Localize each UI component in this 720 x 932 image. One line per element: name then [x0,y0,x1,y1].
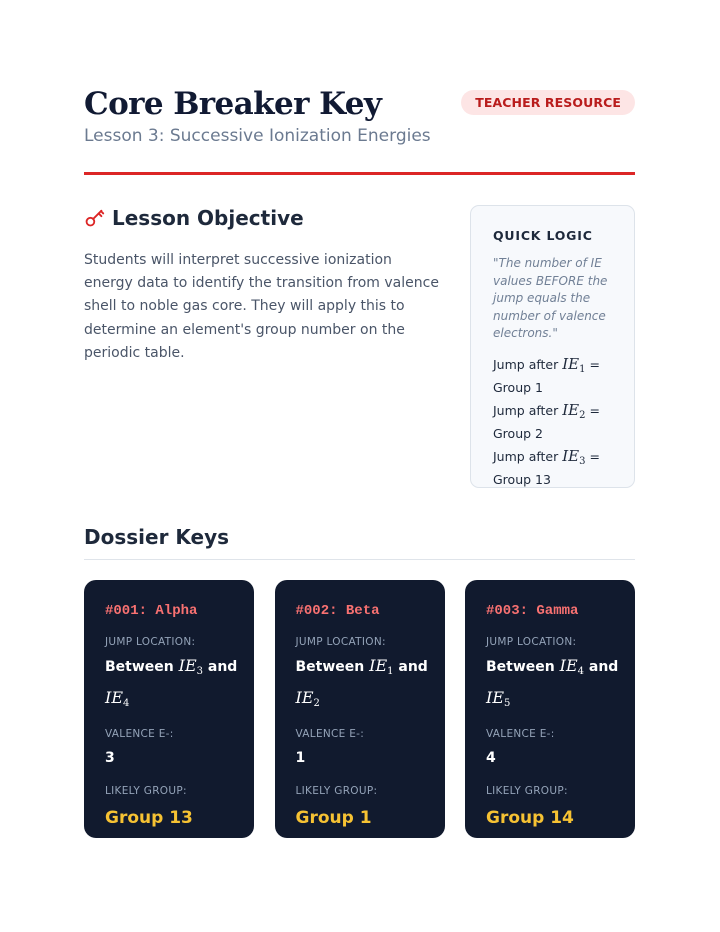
valence-electrons-value: 4 [486,750,496,766]
quick-logic-panel [470,205,635,488]
likely-group-label: LIKELY GROUP: [295,785,378,797]
lesson-objective-section [84,205,444,365]
dossier-card-id: #001: Alpha [105,603,198,619]
valence-electrons-value: 3 [105,750,115,766]
dossier-divider [84,559,635,560]
dossier-keys-title: Dossier Keys [84,525,230,549]
ie-symbol: $IE_1$ [562,354,586,375]
jump-location-value: Between $IE_3$ and $IE_4$ [105,656,238,709]
likely-group-value: Group 1 [295,808,372,828]
jump-location-label: JUMP LOCATION: [295,636,386,648]
header-divider [84,172,635,175]
valence-electrons-label: VALENCE E-: [105,728,174,740]
dossier-card-id: #003: Gamma [486,603,579,619]
quick-logic-item: Jump after $IE_1$ = Group 1 [493,354,600,395]
likely-group-label: LIKELY GROUP: [486,785,568,797]
dossier-card-id: #002: Beta [295,603,380,619]
jump-location-label: JUMP LOCATION: [105,636,196,648]
jump-location-value: Between $IE_1$ and $IE_2$ [295,656,428,709]
valence-electrons-label: VALENCE E-: [486,728,555,740]
dossier-cards [84,580,635,838]
key-icon [84,207,106,229]
dossier-card-gamma [465,580,635,838]
quick-logic-item: Jump after $IE_2$ = Group 2 [493,400,600,441]
quick-logic-quote: "The number of IE values BEFORE the jump equals the number of valence electrons." [493,256,608,341]
lesson-objective-text: Students will interpret successive ionization energy data to identify the transition from valence shell to noble gas core. They will apply this to determine an element's group number on the periodic table. [84,252,439,361]
lesson-objective-heading [84,205,444,231]
quick-logic-item: Jump after $IE_3$ = Group 13 [493,446,600,487]
jump-location-value: Between $IE_4$ and $IE_5$ [486,656,619,709]
ie-symbol: $IE_3$ [562,446,586,467]
teacher-resource-badge: TEACHER RESOURCE [461,90,635,115]
dossier-card-alpha [84,580,254,838]
page-subtitle: Lesson 3: Successive Ionization Energies [84,126,431,146]
page-title: Core Breaker Key [84,86,382,122]
valence-electrons-label: VALENCE E-: [295,728,365,740]
lesson-objective-title: Lesson Objective [112,206,304,230]
dossier-card-beta [275,580,445,838]
dossier-keys-section [84,524,635,560]
likely-group-value: Group 13 [105,808,193,828]
jump-location-label: JUMP LOCATION: [486,636,577,648]
likely-group-value: Group 14 [486,808,574,828]
valence-electrons-value: 1 [295,750,306,766]
page-header [84,86,635,148]
quick-logic-title: QUICK LOGIC [493,228,593,243]
ie-symbol: $IE_2$ [562,400,586,421]
likely-group-label: LIKELY GROUP: [105,785,187,797]
